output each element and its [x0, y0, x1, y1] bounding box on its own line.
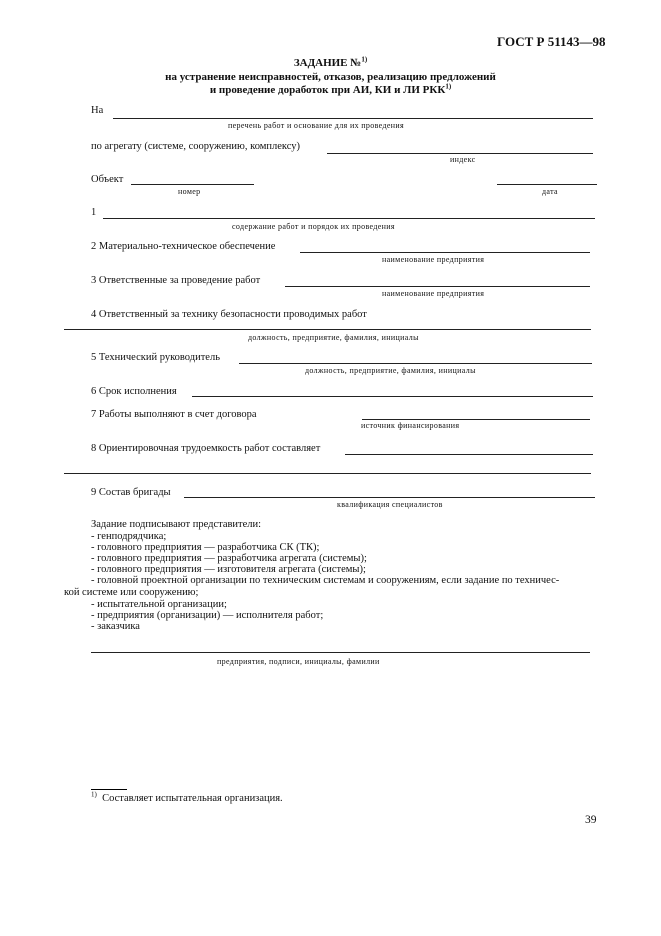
field-na-caption: перечень работ и основание для их проведения: [228, 121, 405, 130]
field-9-label: 9 Состав бригады: [91, 487, 171, 498]
footnote: $^{1)}$ Составляет испытательная организация.: [91, 790, 283, 804]
field-na-line[interactable]: [113, 118, 593, 119]
field-7-caption: источник финансирования: [361, 421, 460, 430]
field-2-line[interactable]: [300, 252, 590, 253]
page-number: 39: [585, 814, 597, 826]
field-object-label: Объект: [91, 174, 124, 185]
signer-item: - головного предприятия — разработчика агрегата (системы);: [91, 553, 367, 564]
signatures-line[interactable]: [91, 652, 590, 653]
field-5-line[interactable]: [239, 363, 592, 364]
field-3-label: 3 Ответственные за проведение работ: [91, 275, 261, 286]
standard-number: ГОСТ Р 51143—98: [497, 34, 606, 49]
field-2-caption: наименование предприятия: [382, 255, 485, 264]
field-9-line[interactable]: [184, 497, 595, 498]
field-6-line[interactable]: [192, 396, 593, 397]
field-1-caption: содержание работ и порядок их проведения: [232, 222, 395, 231]
field-4-caption: должность, предприятие, фамилия, инициалы: [248, 333, 419, 342]
signer-item: - головного предприятия — изготовителя агрегата (системы);: [91, 564, 366, 575]
signer-item: - заказчика: [91, 621, 140, 632]
field-unit-caption: индекс: [450, 155, 476, 164]
field-5-caption: должность, предприятие, фамилия, инициалы: [305, 366, 476, 375]
field-object-number-line[interactable]: [131, 184, 254, 185]
signer-item: - испытательной организации;: [91, 599, 227, 610]
field-5-label: 5 Технический руководитель: [91, 352, 220, 363]
field-1-label: 1: [91, 207, 97, 218]
field-object-number-caption: номер: [178, 187, 201, 196]
field-8-line-2[interactable]: [64, 473, 591, 474]
field-3-line[interactable]: [285, 286, 590, 287]
signatures-caption: предприятия, подписи, инициалы, фамилии: [217, 657, 380, 666]
form-subtitle-line1: на устранение неисправностей, отказов, реализацию предложений: [165, 71, 496, 83]
field-3-caption: наименование предприятия: [382, 289, 485, 298]
signer-item-continued: кой системе или сооружению;: [64, 587, 199, 598]
field-unit-label: по агрегату (системе, сооружению, комплексу): [91, 141, 301, 152]
signer-item: - предприятия (организации) — исполнителя работ;: [91, 610, 324, 621]
signer-item: - головного предприятия — разработчика СК (ТК);: [91, 542, 320, 553]
field-1-line[interactable]: [103, 218, 595, 219]
field-7-line[interactable]: [362, 419, 590, 420]
field-unit-line[interactable]: [327, 153, 593, 154]
field-object-date-line[interactable]: [497, 184, 597, 185]
field-7-label: 7 Работы выполняют в счет договора: [91, 409, 257, 420]
field-4-line[interactable]: [64, 329, 591, 330]
field-6-label: 6 Срок исполнения: [91, 386, 177, 397]
field-object-date-caption: дата: [542, 187, 558, 196]
signer-item: - генподрядчика;: [91, 531, 167, 542]
field-2-label: 2 Материально-техническое обеспечение: [91, 241, 276, 252]
form-title: ЗАДАНИЕ №$^{1)}$: [293, 55, 368, 69]
field-8-line-1[interactable]: [345, 454, 593, 455]
signers-intro: Задание подписывают представители:: [91, 519, 262, 530]
form-subtitle-line2: и проведение доработок при АИ, КИ и ЛИ РКК$^{1)}$: [209, 82, 452, 96]
field-4-label: 4 Ответственный за технику безопасности проводимых работ: [91, 309, 367, 320]
field-9-caption: квалификация специалистов: [337, 500, 443, 509]
field-na-label: На: [91, 105, 104, 116]
field-8-label: 8 Ориентировочная трудоемкость работ составляет: [91, 443, 321, 454]
signer-item: - головной проектной организации по техническим системам и сооружениям, если задание по техничес-: [91, 575, 560, 586]
